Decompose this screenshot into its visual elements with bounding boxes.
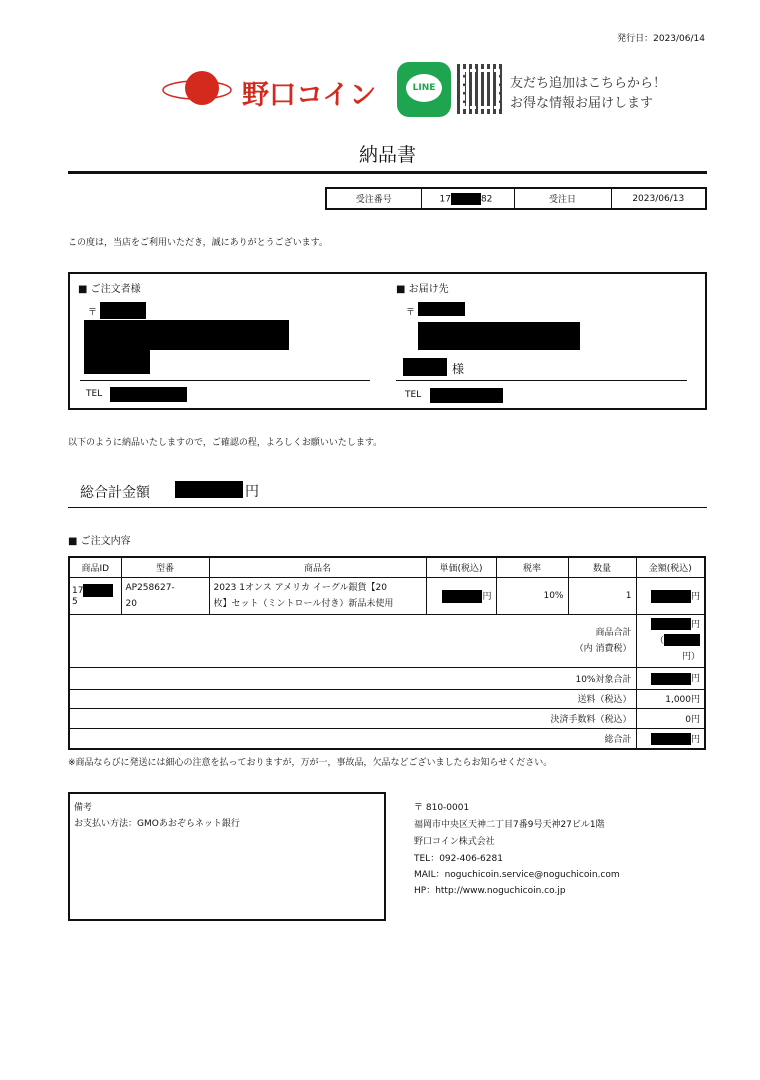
order-details-table (68, 556, 706, 750)
total-label: 総合計金額 (80, 485, 150, 501)
redacted (418, 302, 465, 316)
orderer-tel-label: TEL (86, 389, 103, 399)
page-title: 納品書 (358, 144, 416, 166)
notice-text: ※商品ならびに発送には細心の注意を払っておりますが，万が一，事故品，欠品などございましたらお知らせください。 (68, 758, 553, 768)
payment-method: お支払い方法：GMOあおぞらネット銀行 (74, 819, 240, 829)
company-postal: 〒 810-0001 (414, 803, 470, 813)
delivery-heading: ■ お届け先 (396, 284, 449, 295)
redacted (651, 590, 691, 603)
redacted (83, 584, 113, 597)
delivery-tel-label: TEL (405, 390, 422, 400)
summary-value: 円） (681, 651, 700, 662)
item-name: 枚】セット（ミントロール付き）新品未使用 (213, 598, 394, 609)
item-quantity: 1 (568, 577, 636, 614)
summary-label: 商品合計 (595, 627, 632, 638)
total-yen: 円 (245, 484, 259, 500)
redacted (110, 387, 187, 402)
globe-logo-icon (160, 66, 235, 111)
order-number-suffix: 82 (480, 194, 493, 204)
divider (80, 380, 370, 381)
line-promo-2: お得な情報お届けします (510, 96, 654, 111)
summary-value: 円 (690, 734, 700, 745)
redacted (84, 320, 289, 350)
summary-value: 円 (690, 674, 700, 685)
table-header-row (69, 557, 705, 577)
item-price-yen: 円 (482, 591, 492, 602)
table-row (69, 577, 705, 614)
redacted (451, 193, 481, 205)
summary-value: 円 (690, 619, 700, 630)
col-header: 商品名 (209, 557, 426, 577)
item-id-prefix: 17 (72, 586, 84, 596)
col-header: 単価(税込) (426, 557, 496, 577)
paren-open: （ (654, 635, 664, 646)
item-tax-rate: 10% (496, 577, 568, 614)
delivery-honorific: 様 (452, 362, 465, 376)
redacted (100, 302, 146, 319)
company-tel: TEL：092-406-6281 (414, 854, 503, 864)
confirm-text: 以下のように納品いたしますので，ご確認の程，よろしくお願いいたします。 (68, 438, 383, 448)
redacted (651, 673, 691, 685)
order-date: 2023/06/13 (611, 188, 706, 209)
col-header: 金額(税込) (636, 557, 705, 577)
summary-label: 10%対象合計 (69, 667, 636, 689)
details-heading: ■ ご注文内容 (68, 536, 131, 547)
divider (396, 380, 687, 381)
redacted (175, 481, 243, 498)
redacted (664, 634, 700, 646)
item-name: 2023 1オンス アメリカ イーグル銀貨【20 (213, 582, 387, 593)
summary-label: 総合計 (69, 728, 636, 749)
redacted (418, 322, 580, 350)
company-website[interactable]: HP：http://www.noguchicoin.co.jp (414, 886, 566, 896)
summary-label: 送料（税込） (69, 689, 636, 708)
summary-row (69, 708, 705, 728)
col-header: 税率 (496, 557, 568, 577)
delivery-postal: 〒 (406, 308, 416, 318)
summary-value: 1,000円 (636, 689, 705, 708)
summary-row-total (69, 728, 705, 749)
summary-row (69, 667, 705, 689)
brand-logo-text: 野口コイン (242, 80, 377, 111)
redacted (430, 388, 503, 403)
qr-code-icon[interactable] (457, 64, 505, 114)
greeting-text: この度は，当店をご利用いただき，誠にありがとうございます。 (68, 238, 328, 248)
company-mail[interactable]: MAIL：noguchicoin.service@noguchicoin.com (414, 870, 620, 880)
item-id-suffix: 5 (72, 597, 78, 607)
item-model: AP258627- (125, 582, 175, 593)
company-name: 野口コイン株式会社 (414, 837, 495, 847)
summary-row-subtotal (69, 614, 705, 667)
redacted (442, 590, 482, 603)
redacted (651, 733, 691, 745)
orderer-postal: 〒 (88, 308, 98, 318)
remarks-box (68, 792, 386, 921)
summary-value: 0円 (636, 708, 705, 728)
line-icon[interactable] (397, 62, 451, 117)
order-date-label: 受注日 (514, 188, 611, 209)
redacted (84, 350, 150, 374)
title-divider (68, 171, 707, 174)
issue-date: 発行日：2023/06/14 (617, 34, 705, 44)
col-header: 型番 (121, 557, 209, 577)
remarks-label: 備考 (74, 803, 93, 813)
col-header: 数量 (568, 557, 636, 577)
redacted (403, 358, 447, 376)
summary-row (69, 689, 705, 708)
order-number-prefix: 17 (439, 194, 451, 204)
summary-label: 決済手数料（税込） (69, 708, 636, 728)
summary-label: （内 消費税） (574, 643, 632, 654)
divider (68, 507, 707, 508)
col-header: 商品ID (69, 557, 121, 577)
company-address: 福岡市中央区天神二丁目7番9号天神27ビル1階 (414, 820, 605, 830)
order-info-table (325, 187, 707, 210)
order-number-label: 受注番号 (326, 188, 421, 209)
item-model: 20 (125, 598, 137, 609)
item-amount-yen: 円 (690, 591, 700, 602)
line-label: LINE (406, 74, 442, 102)
line-promo-1: 友だち追加はこちらから！ (510, 76, 667, 91)
orderer-heading: ■ ご注文者様 (78, 284, 141, 295)
redacted (651, 618, 691, 630)
